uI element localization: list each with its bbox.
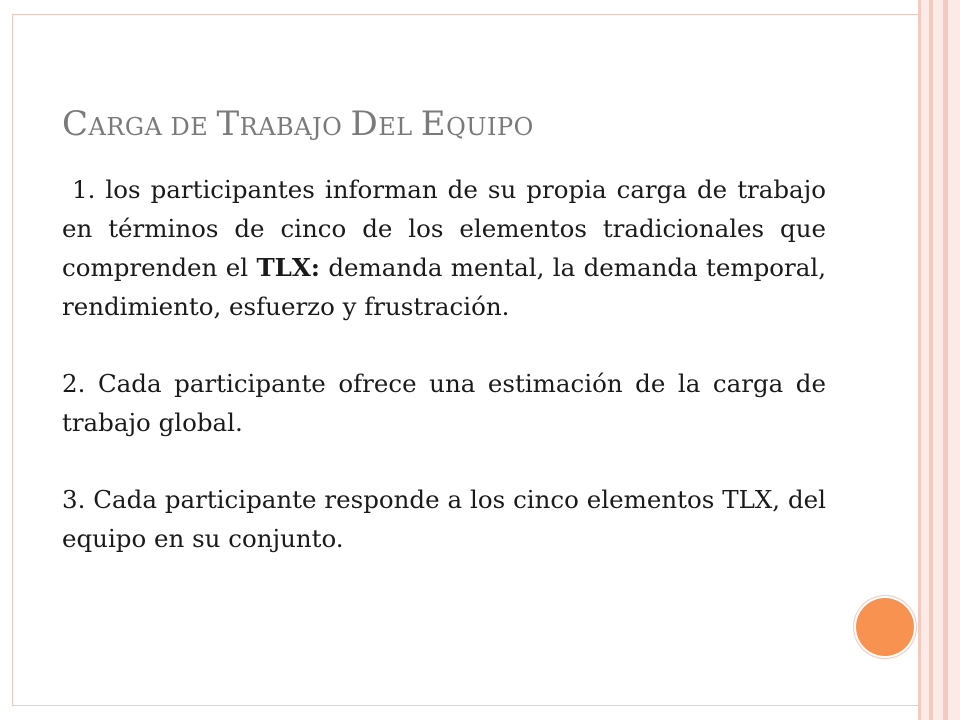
paragraph-1: 1. los participantes informan de su propia carga de trabajo en términos de cinco de los elementos tradicionales que comprenden el TLX: demanda mental, la demanda temporal, rendimiento, esfuerzo y frustración. — [62, 175, 826, 321]
frame-line-bottom — [12, 705, 918, 706]
tlx-term: TLX: — [256, 253, 320, 282]
orange-circle-decoration — [856, 598, 914, 656]
paragraph-3: 3. Cada participante responde a los cinco elementos TLX, del equipo en su conjunto. — [62, 485, 826, 553]
title-word: CARGA DE — [62, 104, 217, 144]
frame-line-top — [12, 14, 918, 15]
slide-title — [62, 104, 534, 144]
frame-line-left — [12, 14, 13, 706]
decorative-stripe — [948, 0, 960, 720]
title-word: DEL — [350, 104, 421, 144]
title-word: EQUIPO — [420, 104, 534, 144]
decorative-stripe — [933, 0, 943, 720]
slide-body — [62, 170, 826, 558]
decorative-stripe — [921, 0, 929, 720]
title-word: TRABAJO — [216, 104, 351, 144]
paragraph-2: 2. Cada participante ofrece una estimación de la carga de trabajo global. — [62, 369, 826, 437]
